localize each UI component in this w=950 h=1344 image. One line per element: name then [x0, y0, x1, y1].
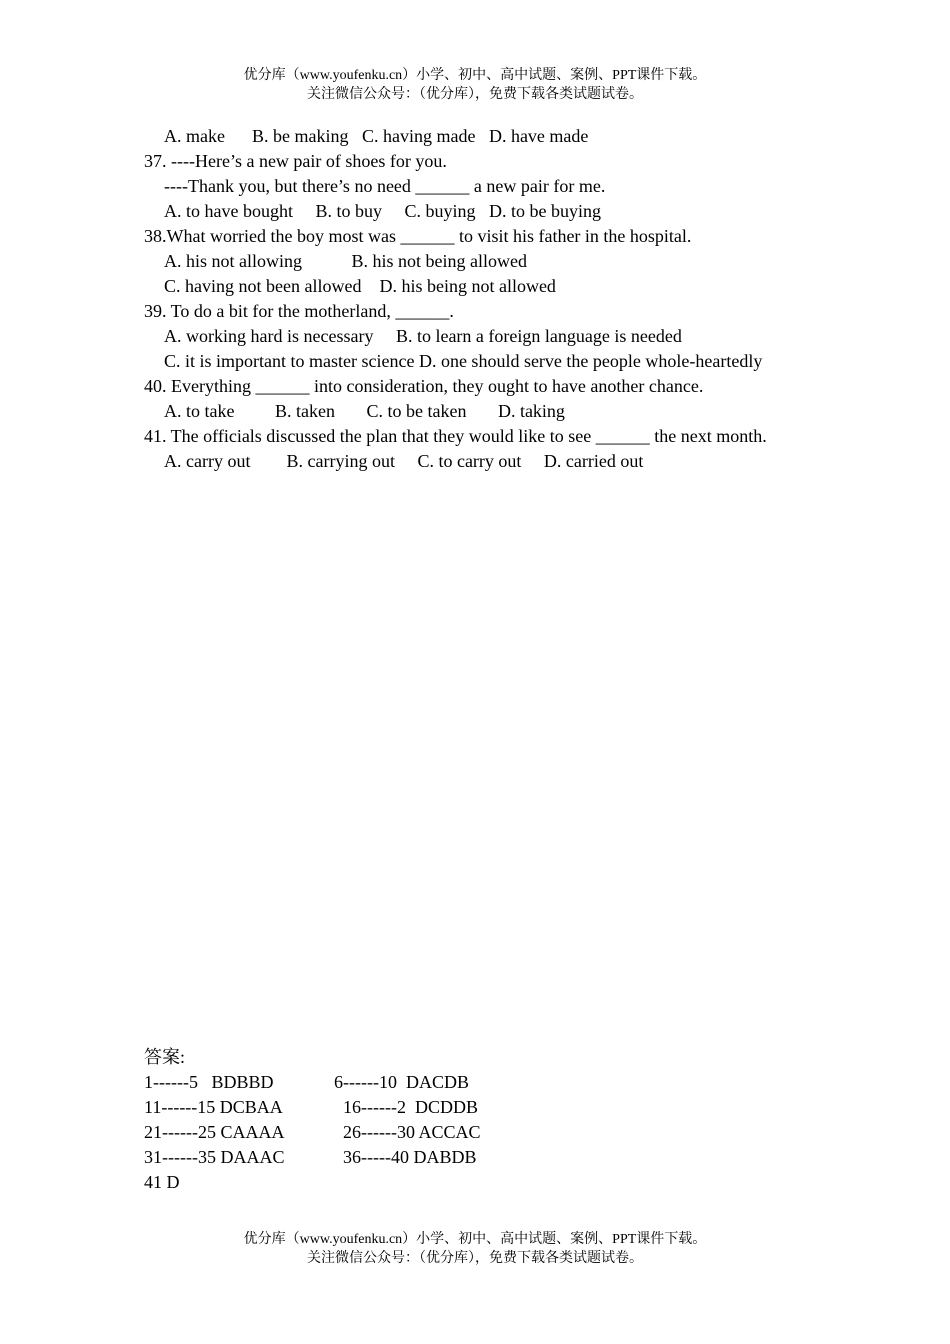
q41-options: A. carry out B. carrying out C. to carry out D. carried out	[164, 451, 644, 471]
answer-row	[144, 1120, 744, 1145]
answer-range-left: 21------25 CAAAA	[144, 1122, 285, 1142]
answer-range-left: 11------15 DCBAA	[144, 1097, 283, 1117]
q37-options: A. to have bought B. to buy C. buying D. to be buying	[164, 201, 601, 221]
answer-range-right: 26------30 ACCAC	[334, 1122, 481, 1142]
q41-stem: 41. The officials discussed the plan that they would like to see ______ the next month.	[144, 426, 767, 446]
q37-dialogue: ----Thank you, but there’s no need ______ a new pair for me.	[164, 176, 606, 196]
answer-range-right: 36-----40 DABDB	[334, 1147, 477, 1167]
q36-options: A. make B. be making C. having made D. have made	[164, 126, 589, 146]
answer-row	[144, 1145, 744, 1170]
question-list	[144, 124, 844, 474]
q39-options-ab: A. working hard is necessary B. to learn a foreign language is needed	[164, 326, 682, 346]
q39-options-cd: C. it is important to master science D. one should serve the people whole-heartedly	[164, 351, 763, 371]
page-header	[0, 66, 950, 104]
footer-wechat-line: 关注微信公众号：（优分库），免费下载各类试题试卷。	[307, 1251, 643, 1266]
q39-stem: 39. To do a bit for the motherland, ______.	[144, 301, 454, 321]
q40-stem: 40. Everything ______ into consideration, they ought to have another chance.	[144, 376, 704, 396]
q38-options-cd: C. having not been allowed D. his being not allowed	[164, 276, 556, 296]
footer-site-line: 优分库（www.youfenku.cn）小学、初中、高中试题、案例、PPT课件下载。	[243, 1232, 707, 1247]
answer-key-title: 答案:	[144, 1047, 186, 1067]
answer-key	[144, 1045, 744, 1195]
q38-options-ab: A. his not allowing B. his not being allowed	[164, 251, 527, 271]
header-wechat-line: 关注微信公众号：（优分库），免费下载各类试题试卷。	[307, 87, 643, 102]
answer-range-left: 31------35 DAAAC	[144, 1147, 285, 1167]
header-site-line: 优分库（www.youfenku.cn）小学、初中、高中试题、案例、PPT课件下载。	[243, 68, 707, 83]
page-footer	[0, 1230, 950, 1268]
answer-row	[144, 1170, 744, 1195]
answer-row	[144, 1095, 744, 1120]
answer-range-left: 41 D	[144, 1172, 180, 1192]
q40-options: A. to take B. taken C. to be taken D. taking	[164, 401, 565, 421]
answer-range-left: 1------5 BDBBD	[144, 1072, 274, 1092]
answer-range-right: 6------10 DACDB	[334, 1072, 469, 1092]
q37-stem: 37. ----Here’s a new pair of shoes for you.	[144, 151, 447, 171]
q38-stem: 38.What worried the boy most was ______ to visit his father in the hospital.	[144, 226, 692, 246]
answer-range-right: 16------2 DCDDB	[334, 1097, 478, 1117]
answer-row	[144, 1070, 744, 1095]
